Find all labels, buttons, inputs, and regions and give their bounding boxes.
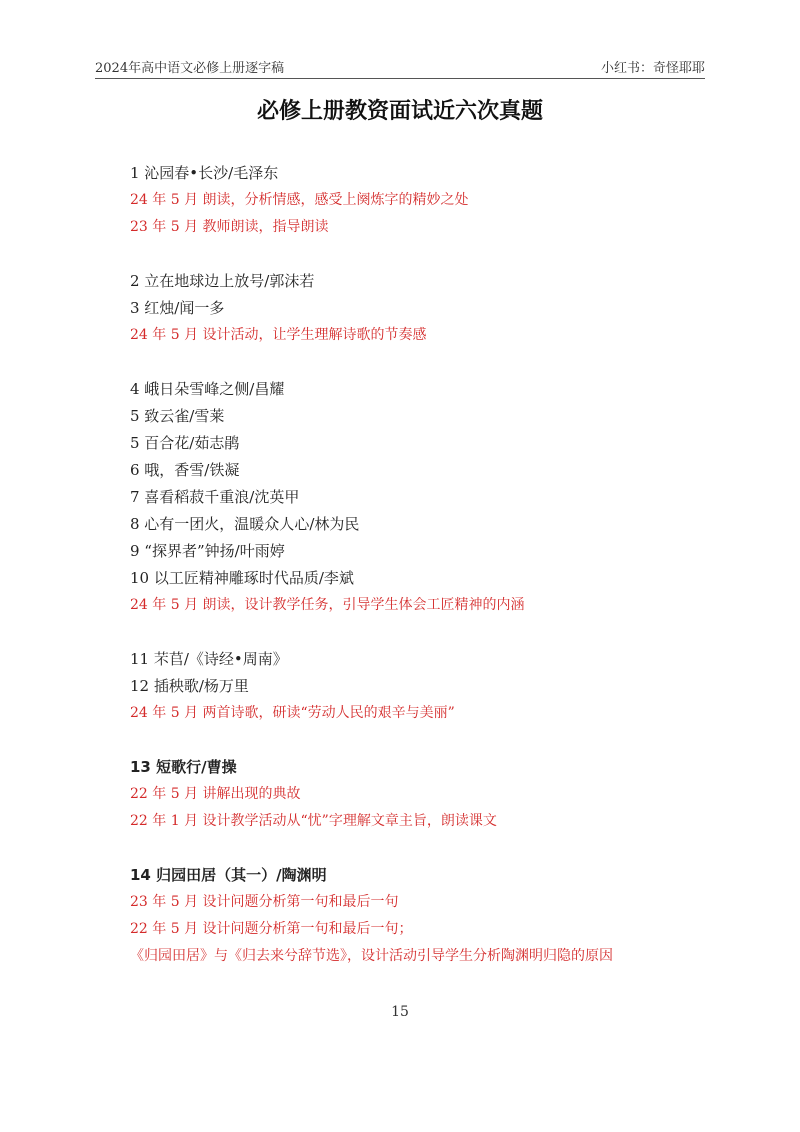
exam-note-line: 23 年 5 月 设计问题分析第一句和最后一句 xyxy=(130,894,399,910)
exam-note-line: 24 年 5 月 设计活动，让学生理解诗歌的节奏感 xyxy=(130,327,427,343)
lesson-title-line: 9 “探界者”钟扬/叶雨婷 xyxy=(130,542,285,560)
content-list xyxy=(130,160,730,970)
lesson-title-line: 10 以工匠精神雕琢时代品质/李斌 xyxy=(130,569,354,587)
lesson-title-line: 7 喜看稻菽千重浪/沈英甲 xyxy=(130,488,300,506)
exam-note-line: 22 年 5 月 讲解出现的典故 xyxy=(130,786,301,802)
exam-note-line: 24 年 5 月 朗读，设计教学任务，引导学生体会工匠精神的内涵 xyxy=(130,597,525,613)
lesson-title-line: 5 致云雀/雪莱 xyxy=(130,407,225,425)
exam-note-line: 22 年 1 月 设计教学活动从“忧”字理解文章主旨，朗读课文 xyxy=(130,813,497,829)
header-document-title: 2024年高中语文必修上册逐字稿 xyxy=(95,61,285,76)
exam-note-line: 24 年 5 月 朗读，分析情感，感受上阕炼字的精妙之处 xyxy=(130,192,469,208)
lesson-title-line: 6 哦，香雪/铁凝 xyxy=(130,461,240,479)
lesson-title-line: 11 芣苢/《诗经•周南》 xyxy=(130,650,288,668)
lesson-title-line: 5 百合花/茹志鹃 xyxy=(130,434,240,452)
lesson-title-line: 12 插秧歌/杨万里 xyxy=(130,677,249,695)
page-title: 必修上册教资面试近六次真题 xyxy=(256,99,543,124)
lesson-title-line: 13 短歌行/曹操 xyxy=(130,758,237,776)
exam-note-line: 24 年 5 月 两首诗歌，研读“劳动人民的艰辛与美丽” xyxy=(130,705,455,721)
exam-note-line: 《归园田居》与《归去来兮辞节选》，设计活动引导学生分析陶渊明归隐的原因 xyxy=(130,948,613,964)
page-number: 15 xyxy=(391,1004,409,1020)
lesson-title-line: 14 归园田居（其一）/陶渊明 xyxy=(130,866,327,884)
page-header xyxy=(95,54,705,79)
exam-note-line: 23 年 5 月 教师朗读，指导朗读 xyxy=(130,219,329,235)
lesson-title-line: 2 立在地球边上放号/郭沫若 xyxy=(130,272,315,290)
lesson-title-line: 4 峨日朵雪峰之侧/昌耀 xyxy=(130,380,285,398)
header-author: 小红书：奇怪耶耶 xyxy=(600,61,705,76)
lesson-title-line: 3 红烛/闻一多 xyxy=(130,299,225,317)
lesson-title-line: 8 心有一团火，温暖众人心/林为民 xyxy=(130,515,360,533)
exam-note-line: 22 年 5 月 设计问题分析第一句和最后一句； xyxy=(130,921,413,937)
lesson-title-line: 1 沁园春•长沙/毛泽东 xyxy=(130,164,279,182)
